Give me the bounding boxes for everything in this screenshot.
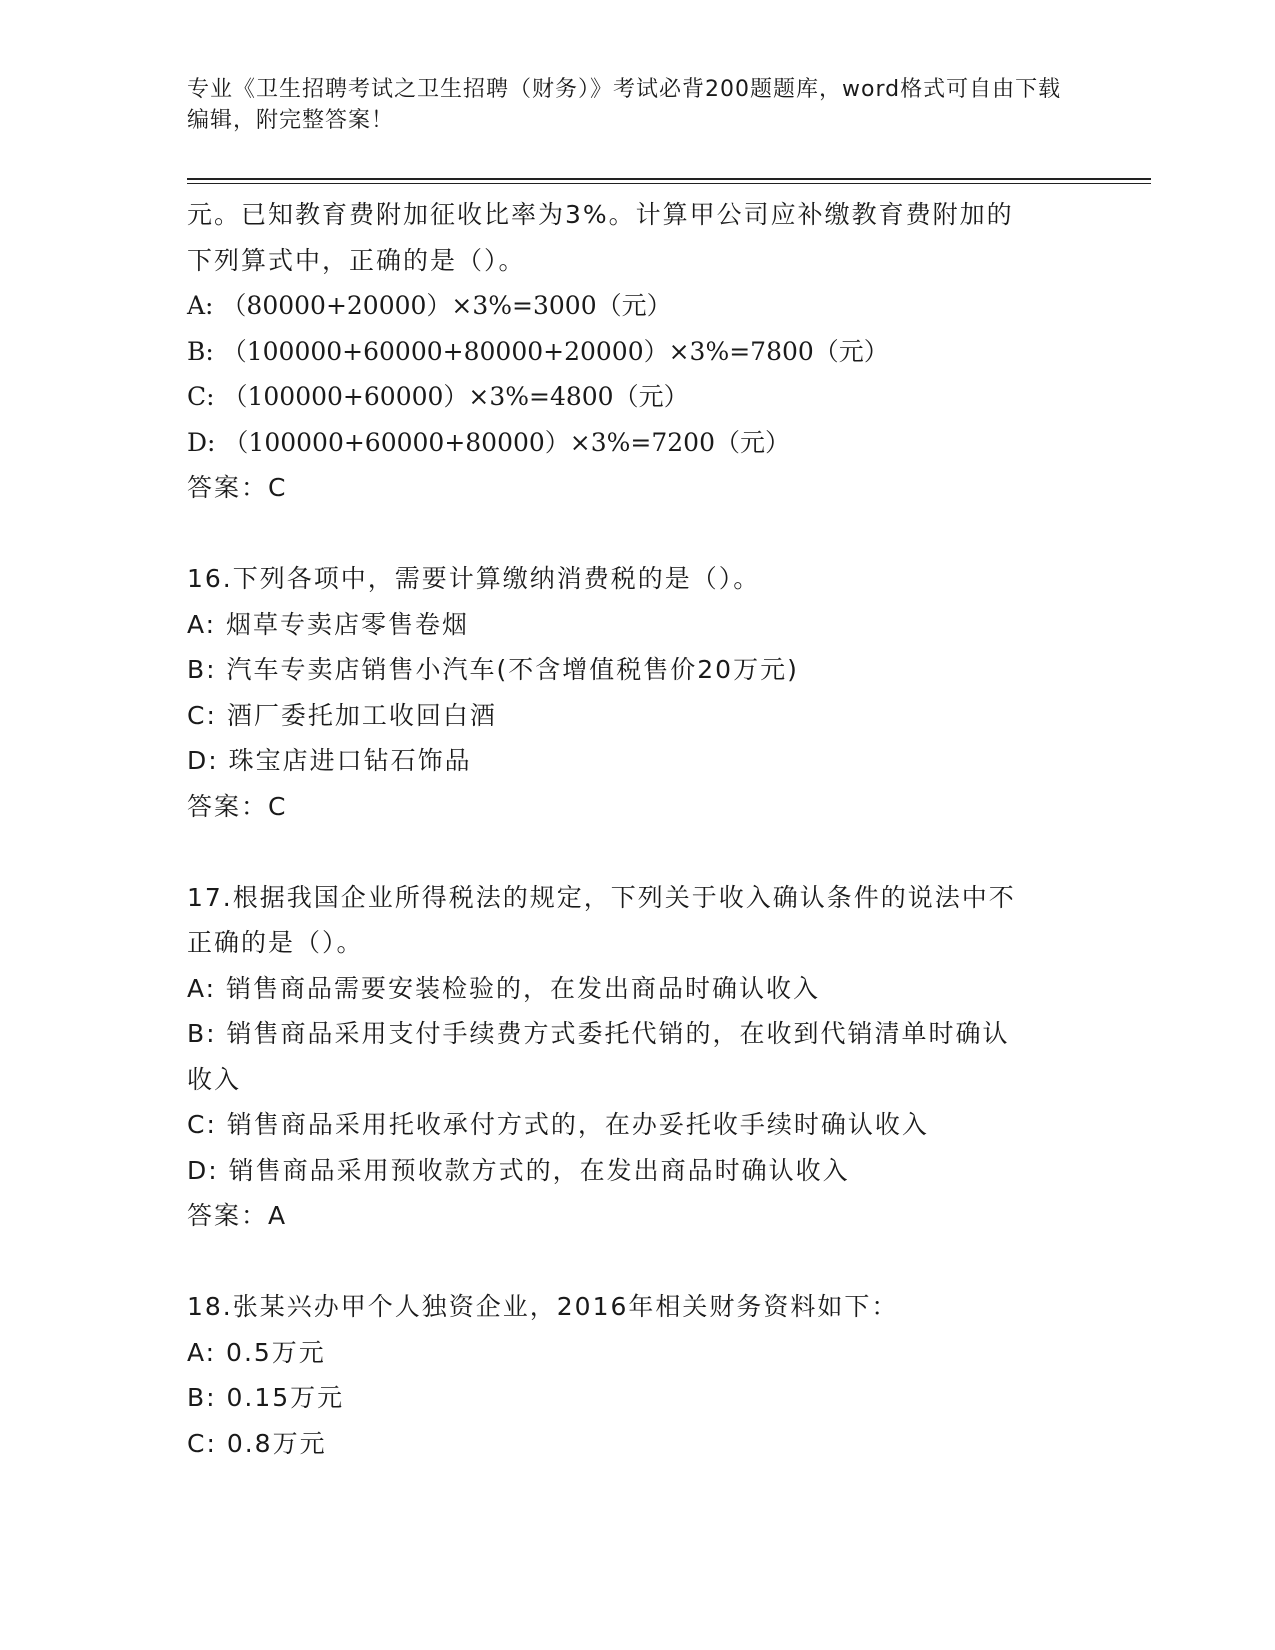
spacer xyxy=(187,1239,1087,1285)
question-16 xyxy=(187,556,1087,829)
question-15 xyxy=(187,192,1087,511)
option-b: B: （100000+60000+80000+20000）×3%=7800（元） xyxy=(187,336,889,366)
option-d: D: （100000+60000+80000）×3%=7200（元） xyxy=(187,427,790,457)
question-stem: 正确的是（）。 xyxy=(187,928,364,957)
option-c: C: 酒厂委托加工收回白酒 xyxy=(187,700,497,730)
question-17 xyxy=(187,875,1087,1239)
header-divider-thick xyxy=(187,178,1151,180)
answer-label: 答案：C xyxy=(187,473,288,502)
option-d: D: 珠宝店进口钻石饰品 xyxy=(187,746,472,775)
option-d: D: 销售商品采用预收款方式的，在发出商品时确认收入 xyxy=(187,1155,850,1185)
option-c: C: 销售商品采用托收承付方式的，在办妥托收手续时确认收入 xyxy=(187,1110,929,1139)
option-b-continued: 收入 xyxy=(187,1064,242,1094)
answer-label: 答案：C xyxy=(187,791,288,821)
option-a: A: 0.5万元 xyxy=(187,1337,326,1367)
option-a: A: （80000+20000）×3%=3000（元） xyxy=(187,291,672,320)
option-a: A: 销售商品需要安装检验的，在发出商品时确认收入 xyxy=(187,973,821,1003)
question-stem: 16.下列各项中，需要计算缴纳消费税的是（）。 xyxy=(187,564,761,593)
spacer xyxy=(187,829,1087,875)
question-stem: 18.张某兴办甲个人独资企业，2016年相关财务资料如下： xyxy=(187,1292,899,1321)
spacer xyxy=(187,511,1087,557)
question-stem: 17.根据我国企业所得税法的规定，下列关于收入确认条件的说法中不 xyxy=(187,882,1016,912)
option-c: C: （100000+60000）×3%=4800（元） xyxy=(187,382,689,411)
option-b: B: 销售商品采用支付手续费方式委托代销的，在收到代销清单时确认 xyxy=(187,1019,1010,1048)
answer-label: 答案：A xyxy=(187,1201,288,1230)
option-b: B: 汽车专卖店销售小汽车(不含增值税售价20万元) xyxy=(187,655,799,684)
question-content xyxy=(187,192,1087,1466)
page-header-title: 专业《卫生招聘考试之卫生招聘（财务）》考试必背200题题库，word格式可自由下载编辑，附完整答案！ xyxy=(187,77,1062,133)
option-c: C: 0.8万元 xyxy=(187,1428,327,1458)
option-a: A: 烟草专卖店零售卷烟 xyxy=(187,609,470,639)
question-stem: 下列算式中，正确的是（）。 xyxy=(187,245,526,275)
option-b: B: 0.15万元 xyxy=(187,1383,345,1412)
question-18 xyxy=(187,1284,1087,1466)
question-stem: 元。已知教育费附加征收比率为3%。计算甲公司应补缴教育费附加的 xyxy=(187,200,1014,229)
header-divider-thin xyxy=(187,183,1151,184)
